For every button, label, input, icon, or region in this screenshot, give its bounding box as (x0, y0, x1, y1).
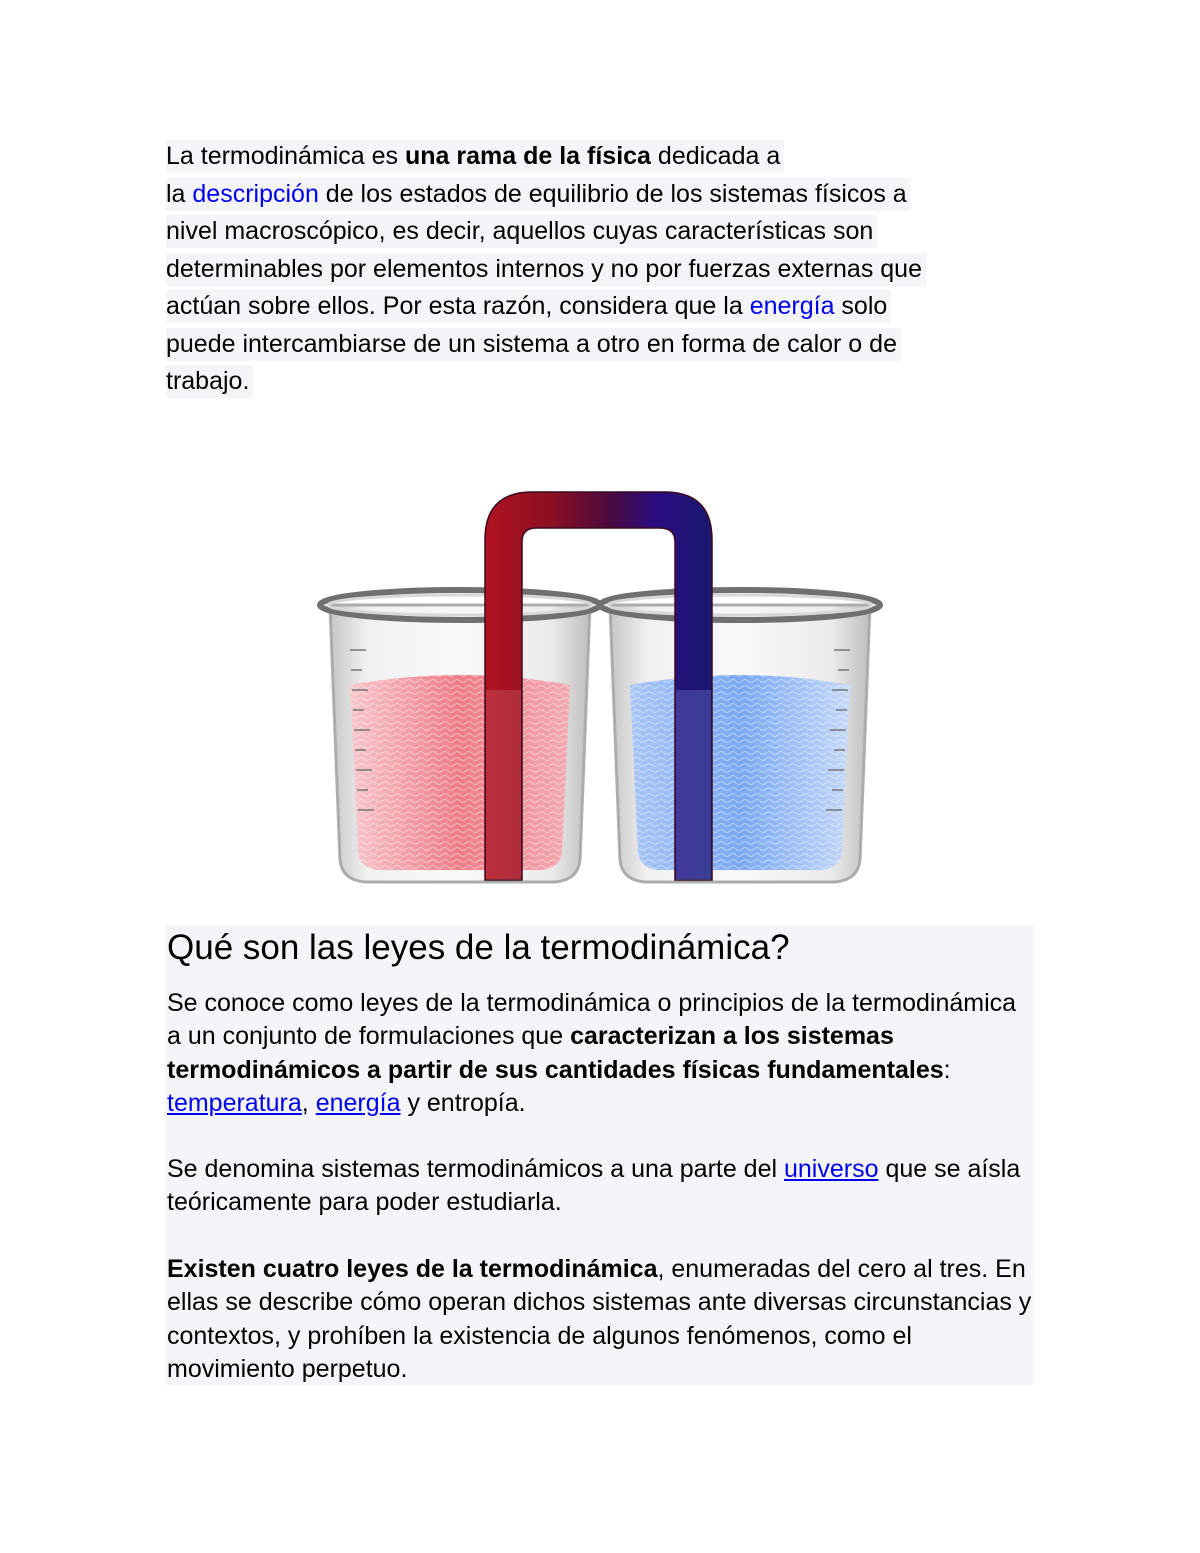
paragraph-systems (167, 1153, 1033, 1220)
link-energia[interactable]: energía (749, 292, 835, 320)
intro-line-7 (166, 363, 1046, 401)
intro-paragraph (166, 138, 1046, 401)
intro-text: La termodinámica es (166, 142, 406, 170)
intro-text: nivel macroscópico, es decir, aquellos cuyas características son (166, 215, 877, 248)
intro-text: puede intercambiarse de un sistema a otro en forma de calor o de (166, 328, 901, 361)
paragraph-four-laws (167, 1253, 1033, 1386)
link-temperatura[interactable]: temperatura (167, 1088, 302, 1117)
link-descripcion[interactable]: descripción (192, 179, 319, 208)
cold-beaker (600, 590, 880, 882)
paragraph-text: y entropía. (400, 1088, 526, 1117)
tube-submerged-hot (486, 690, 521, 880)
link-energia-2[interactable]: energía (315, 1088, 401, 1117)
intro-line-3 (166, 213, 1046, 251)
paragraph-text: que se aísla teóricamente para poder estudiarla. (167, 1155, 1021, 1217)
intro-line-1 (166, 138, 1046, 176)
intro-bold-text: una rama de la física (405, 142, 651, 170)
paragraph-text: Se conoce como leyes de la termodinámica o principios de la termodinámica a un conjunto de formulaciones que (167, 989, 1017, 1051)
intro-text: dedicada a (650, 142, 781, 170)
paragraph-bold-text: caracterizan a los sistemas termodinámicos a partir de sus cantidades físicas fundamentales (167, 1022, 944, 1084)
intro-line-6 (166, 326, 1046, 364)
paragraph-text: , (301, 1088, 316, 1117)
paragraph-text: , enumeradas del cero al tres. En ellas se describe cómo operan dichos sistemas ante diversas circunstancias y contextos, y prohíben la existencia de algunos fenómenos, como el movimiento perpetuo. (167, 1255, 1032, 1383)
section-heading: Qué son las leyes de la termodinámica? (167, 928, 790, 967)
intro-line-5 (166, 288, 1046, 326)
paragraph-definition (167, 987, 1033, 1120)
intro-text: actúan sobre ellos. Por esta razón, considera que la (166, 292, 750, 320)
intro-line-2 (166, 176, 1046, 214)
paragraph-text: : (943, 1055, 951, 1084)
paragraph-bold-text: Existen cuatro leyes de la termodinámica (167, 1255, 658, 1283)
intro-text: determinables por elementos internos y no por fuerzas externas que (166, 253, 926, 286)
intro-line-4 (166, 251, 1046, 289)
link-universo[interactable]: universo (784, 1155, 879, 1183)
intro-text: trabajo. (166, 365, 253, 398)
laws-section (165, 925, 1033, 1385)
beakers-heat-transfer-illustration (310, 480, 890, 900)
paragraph-text: Se denomina sistemas termodinámicos a una parte del (167, 1155, 784, 1183)
intro-text: de los estados de equilibrio de los sistemas físicos a (318, 179, 907, 208)
tube-submerged-cold (676, 690, 711, 880)
hot-beaker (320, 590, 600, 882)
intro-text: la (166, 179, 193, 208)
intro-text: solo (834, 292, 888, 320)
